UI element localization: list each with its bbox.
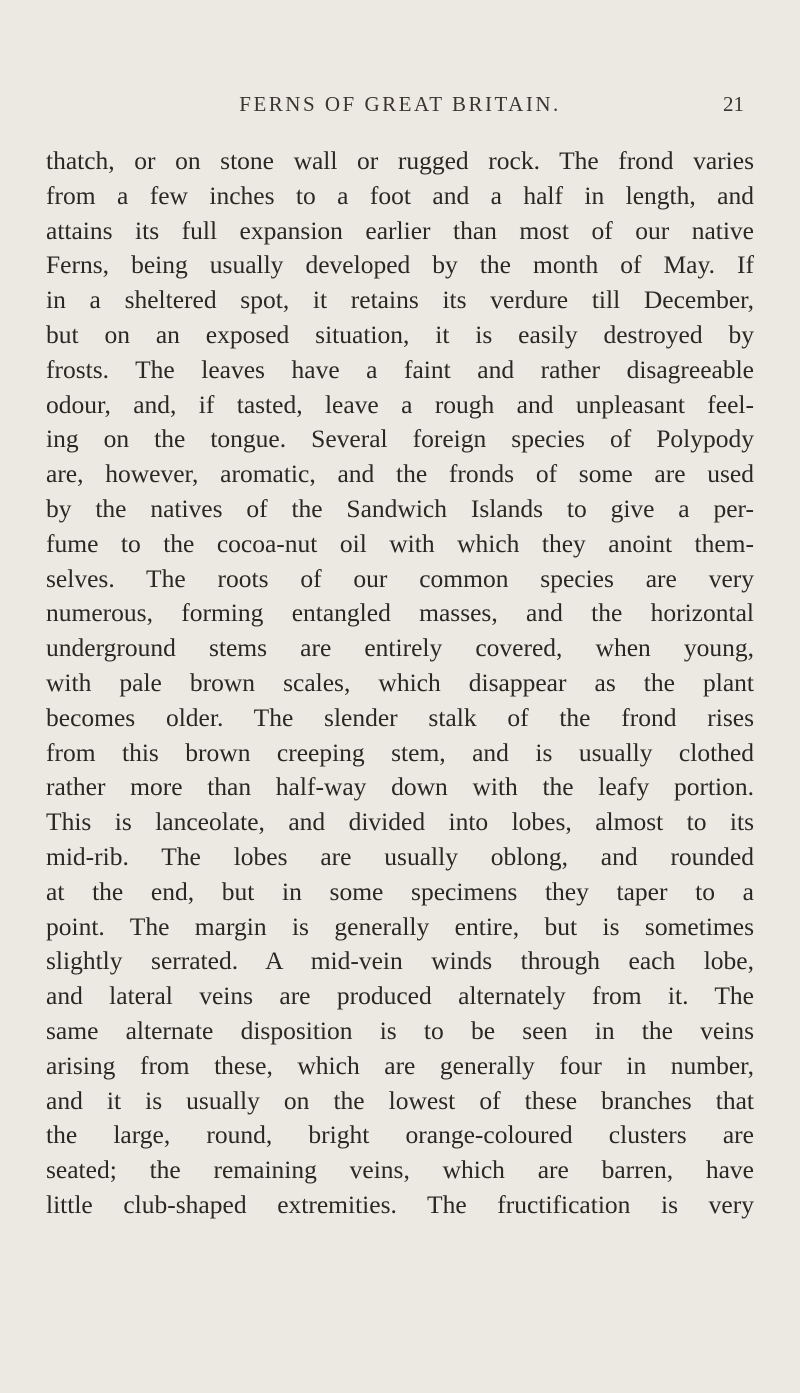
page-number: 21 [723, 92, 744, 116]
text-line: This is lanceolate, and divided into lobes, almost to its [46, 807, 754, 837]
running-title: FERNS OF GREAT BRITAIN. [239, 92, 561, 116]
text-line: Ferns, being usually developed by the month of May. If [46, 250, 754, 280]
text-line: selves. The roots of our common species are very [46, 563, 754, 593]
text-line: fume to the cocoa-nut oil with which they anoint them- [46, 528, 754, 558]
text-line: rather more than half-way down with the leafy portion. [46, 772, 754, 802]
text-line: ing on the tongue. Several foreign species of Polypody [46, 424, 754, 454]
running-head [48, 92, 752, 126]
text-line: numerous, forming entangled masses, and the horizontal [46, 598, 754, 628]
text-line: but on an exposed situation, it is easily destroyed by [46, 319, 754, 349]
text-line: underground stems are entirely covered, when young, [46, 633, 754, 663]
text-line: from a few inches to a foot and a half in length, and [46, 180, 754, 210]
text-line: and it is usually on the lowest of these branches that [46, 1085, 754, 1115]
text-line: by the natives of the Sandwich Islands to give a per- [46, 493, 754, 523]
text-line: seated; the remaining veins, which are barren, have [46, 1155, 754, 1185]
text-line: thatch, or on stone wall or rugged rock. The frond varies [46, 146, 754, 175]
text-line: becomes older. The slender stalk of the frond rises [46, 702, 754, 732]
text-line: mid-rib. The lobes are usually oblong, and rounded [46, 841, 754, 871]
text-line: and lateral veins are produced alternately from it. The [46, 981, 754, 1011]
text-line: same alternate disposition is to be seen in the veins [46, 1015, 754, 1045]
text-line: little club-shaped extremities. The fructification is very [46, 1189, 754, 1219]
text-line: in a sheltered spot, it retains its verdure till December, [46, 285, 754, 315]
text-line: attains its full expansion earlier than most of our native [46, 215, 754, 245]
text-line: are, however, aromatic, and the fronds of some are used [46, 459, 754, 489]
text-line: arising from these, which are generally four in number, [46, 1050, 754, 1080]
text-line: frosts. The leaves have a faint and rather disagreeable [46, 354, 754, 384]
text-line: with pale brown scales, which disappear as the plant [46, 667, 754, 697]
text-line: the large, round, bright orange-coloured clusters are [46, 1120, 754, 1150]
text-line: point. The margin is generally entire, but is sometimes [46, 911, 754, 941]
text-line: odour, and, if tasted, leave a rough and unpleasant feel- [46, 389, 754, 419]
body-text [46, 144, 754, 1223]
text-line: slightly serrated. A mid-vein winds through each lobe, [46, 946, 754, 976]
text-line: at the end, but in some specimens they taper to a [46, 876, 754, 906]
text-line: from this brown creeping stem, and is usually clothed [46, 737, 754, 767]
